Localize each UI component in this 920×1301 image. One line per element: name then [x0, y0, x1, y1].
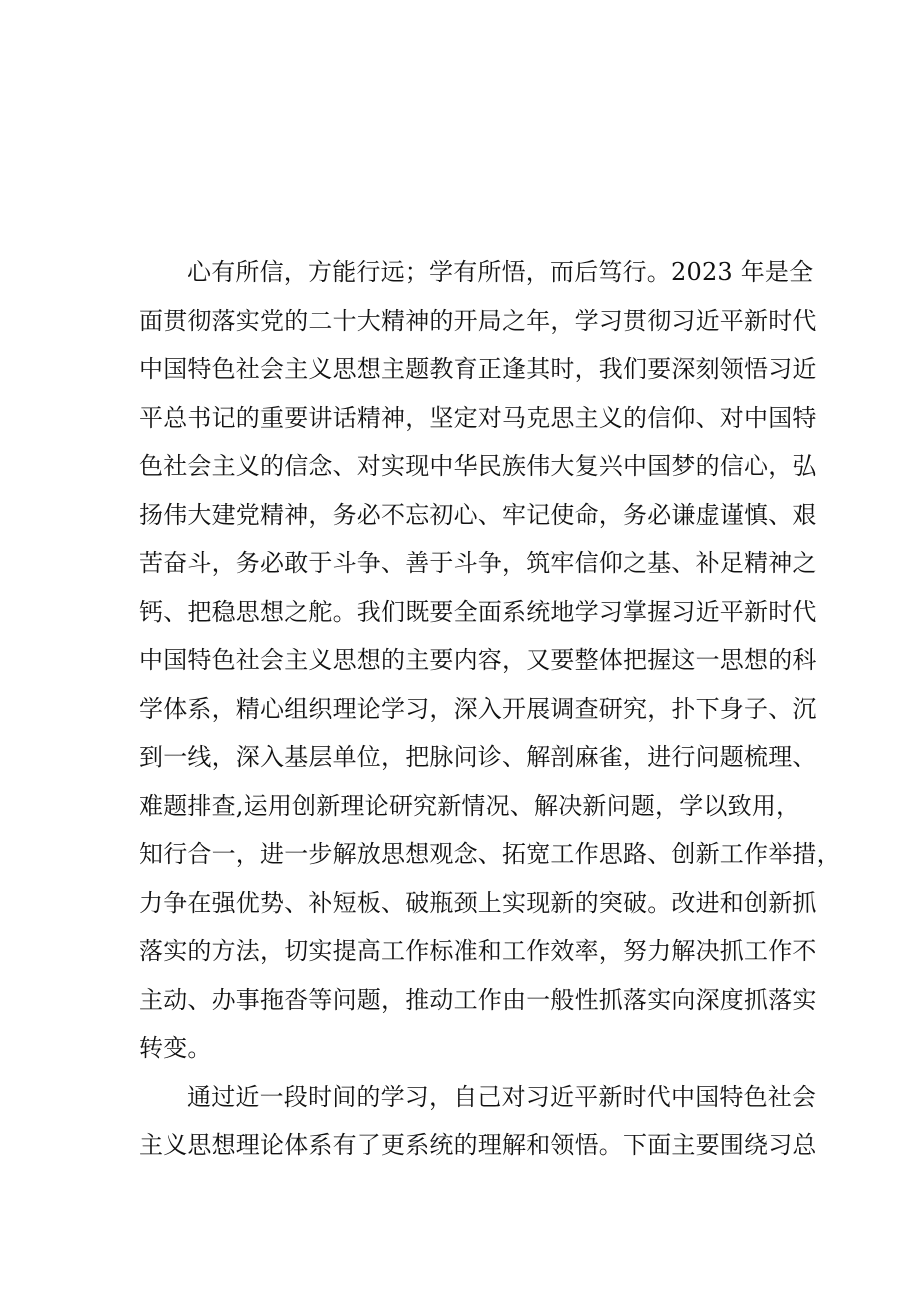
text-line: 钙、把稳思想之舵。我们既要全面系统地学习掌握习近平新时代	[139, 597, 817, 626]
text-line: 面贯彻落实党的二十大精神的开局之年，学习贯彻习近平新时代	[139, 306, 817, 335]
document-body	[139, 248, 841, 1170]
text-line: 心有所信，方能行远；学有所悟，而后笃行。2023 年是全	[187, 258, 814, 286]
paragraph-2	[139, 1073, 817, 1170]
paragraph-1	[139, 248, 841, 1073]
text-line: 中国特色社会主义思想主题教育正逢其时，我们要深刻领悟习近	[139, 355, 817, 383]
text-line: 主动、办事拖沓等问题，推动工作由一般性抓落实向深度抓落实	[139, 985, 817, 1014]
text-line: 学体系，精心组织理论学习，深入开展调查研究，扑下身子、沉	[139, 694, 817, 723]
text-line: 苦奋斗，务必敢于斗争、善于斗争，筑牢信仰之基、补足精神之	[139, 549, 817, 577]
text-line: 色社会主义的信念、对实现中华民族伟大复兴中国梦的信心，弘	[139, 452, 817, 480]
text-line: 通过近一段时间的学习，自己对习近平新时代中国特色社会	[187, 1082, 817, 1111]
text-line: 知行合一，进一步解放思想观念、拓宽工作思路、创新工作举措，	[139, 840, 841, 868]
text-line: 主义思想理论体系有了更系统的理解和领悟。下面主要围绕习总	[139, 1131, 817, 1159]
text-line: 中国特色社会主义思想的主要内容，又要整体把握这一思想的科	[139, 646, 817, 674]
text-line: 转变。	[139, 1034, 212, 1062]
text-line: 到一线，深入基层单位，把脉问诊、解剖麻雀，进行问题梳理、	[139, 743, 817, 771]
text-line: 平总书记的重要讲话精神，坚定对马克思主义的信仰、对中国特	[139, 403, 817, 432]
text-line: 力争在强优势、补短板、破瓶颈上实现新的突破。改进和创新抓	[139, 888, 817, 917]
text-line: 扬伟大建党精神，务必不忘初心、牢记使命，务必谦虚谨慎、艰	[139, 500, 817, 529]
text-line: 落实的方法，切实提高工作标准和工作效率，努力解决抓工作不	[139, 937, 817, 965]
text-line: 难题排查,运用创新理论研究新情况、解决新问题，学以致用，	[139, 791, 801, 820]
